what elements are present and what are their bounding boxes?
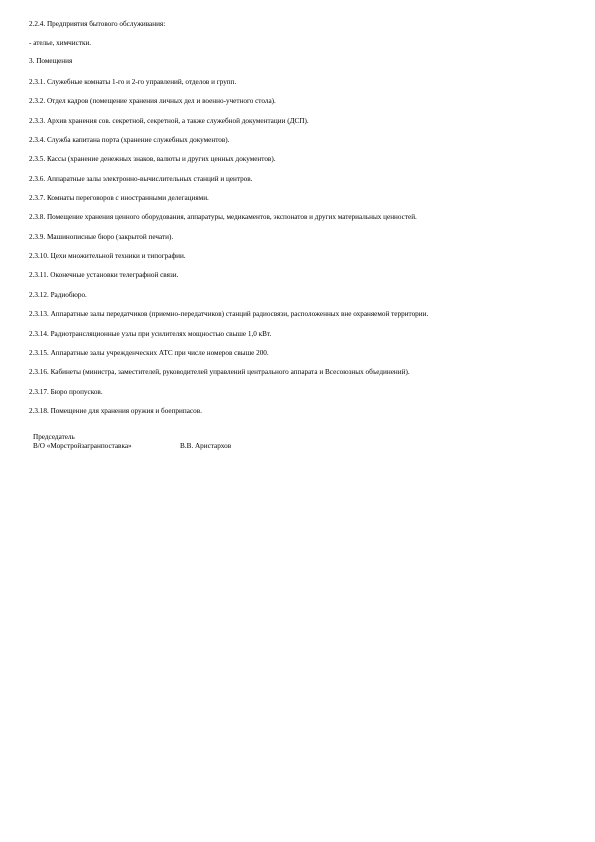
signature-organization: В/О «Морстройзагранпоставка» bbox=[33, 442, 132, 450]
text-line: 2.3.14. Радиотрансляционные узлы при усилителях мощностью свыше 1,0 кВт. bbox=[29, 330, 272, 338]
text-line: 2.3.13. Аппаратные залы передатчиков (приемно-передатчиков) станций радиосвязи, расположенных вне охраняемой территории. bbox=[29, 310, 429, 318]
text-line: 2.3.10. Цехи множительной техники и типографии. bbox=[29, 252, 186, 260]
text-line: 2.3.4. Служба капитана порта (хранение служебных документов). bbox=[29, 136, 230, 144]
text-line: 2.3.6. Аппаратные залы электронно-вычислительных станций и центров. bbox=[29, 175, 253, 183]
text-line: 2.3.8. Помещение хранения ценного оборудования, аппаратуры, медикаментов, экспонатов и других материальных ценностей. bbox=[29, 213, 417, 221]
text-line: 2.3.11. Оконечные установки телеграфной связи. bbox=[29, 271, 179, 279]
signature-title: Председатель bbox=[33, 433, 75, 441]
text-line: 2.3.15. Аппаратные залы учрежденческих АТС при числе номеров свыше 200. bbox=[29, 349, 269, 357]
text-line: 2.3.17. Бюро пропусков. bbox=[29, 388, 103, 396]
text-line: 2.3.1. Служебные комнаты 1-го и 2-го управлений, отделов и групп. bbox=[29, 78, 237, 86]
text-line: 2.3.12. Радиобюро. bbox=[29, 291, 87, 299]
text-line: 2.2.4. Предприятия бытового обслуживания: bbox=[29, 20, 166, 28]
text-line: 2.3.5. Кассы (хранение денежных знаков, валюты и других ценных документов). bbox=[29, 155, 276, 163]
text-line: - ателье, химчистки. bbox=[29, 39, 92, 47]
text-line: 2.3.18. Помещение для хранения оружия и боеприпасов. bbox=[29, 407, 202, 415]
text-line: 2.3.3. Архив хранения сов. секретной, секретной, а также служебной документации (ДСП). bbox=[29, 117, 309, 125]
section-heading: 3. Помещения bbox=[29, 57, 73, 65]
signature-name: В.В. Аристархов bbox=[180, 442, 232, 450]
text-line: 2.3.16. Кабинеты (министра, заместителей, руководителей управлений центрального аппарата и Всесоюзных объединений). bbox=[29, 368, 410, 376]
text-line: 2.3.9. Машинописные бюро (закрытой печати). bbox=[29, 233, 174, 241]
text-line: 2.3.2. Отдел кадров (помещение хранения личных дел и военно-учетного стола). bbox=[29, 97, 276, 105]
text-line: 2.3.7. Комнаты переговоров с иностранными делегациями. bbox=[29, 194, 209, 202]
